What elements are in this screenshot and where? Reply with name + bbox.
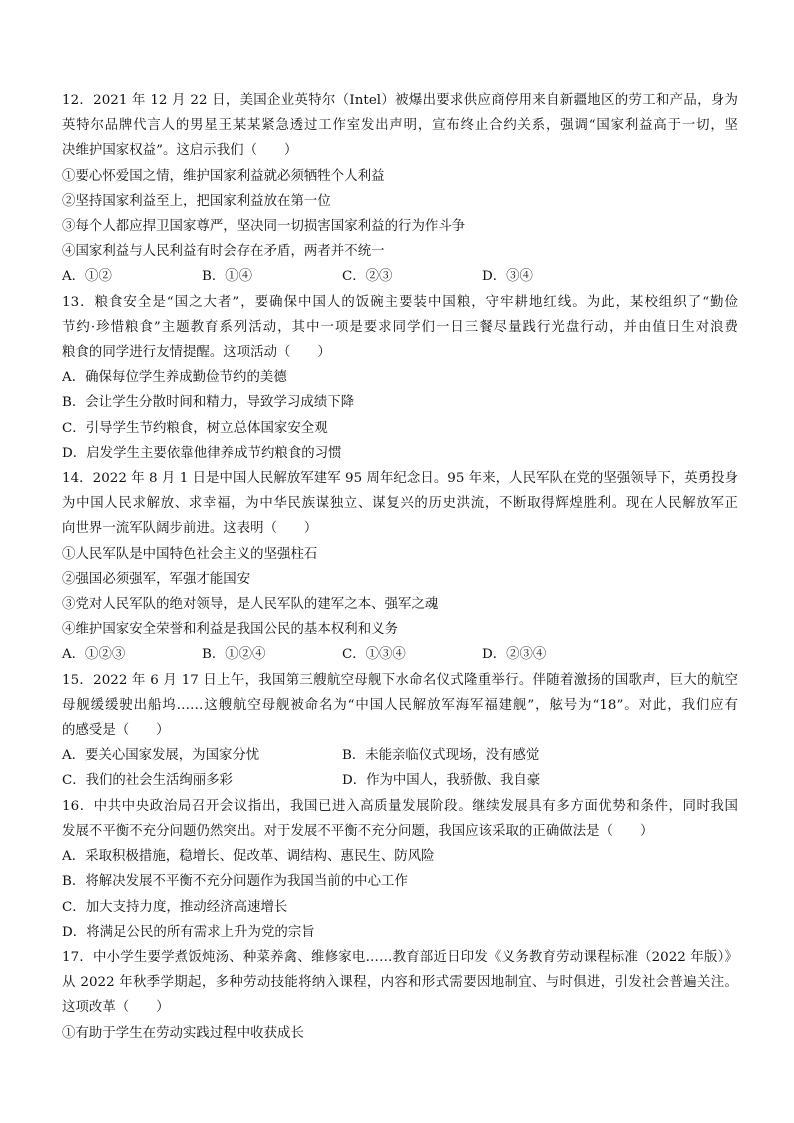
option-b[interactable]: B．将解决发展不平衡不充分问题作为我国当前的中心工作 [62, 874, 408, 890]
question-12 [62, 88, 738, 290]
exam-page [62, 88, 738, 1046]
question-stem-line: 英特尔品牌代言人的男星王某某紧急透过工作室发出声明，宣布终止合约关系，强调“国家利益高于一切，坚 [62, 118, 738, 134]
statement-item: ④国家利益与人民利益有时会存在矛盾，两者并不统一 [62, 244, 385, 260]
question-stem-line: 发展不平衡不充分问题仍然突出。对于发展不平衡不充分问题，我国应该采取的正确做法是（ ） [62, 823, 654, 839]
question-stem-line: 为中国人民求解放、求幸福，为中华民族谋独立、谋复兴的历史洪流，不断取得辉煌胜利。现在人民解放军正 [62, 496, 738, 512]
statement-item: ①有助于学生在劳动实践过程中收获成长 [62, 1025, 304, 1041]
question-stem-line: 17．中小学生要学煮饭炖汤、种菜养禽、维修家电……教育部近日印发《义务教育劳动课程标准（2022 年版）》 [62, 949, 738, 965]
option-a[interactable]: A．①②③ [62, 647, 126, 663]
question-stem-line: 决维护国家权益”。这启示我们（ ） [62, 143, 298, 159]
question-stem-line: 12．2021 年 12 月 22 日，美国企业英特尔（Intel）被爆出要求供应商停用来自新疆地区的劳工和产品，身为 [62, 93, 738, 108]
option-d[interactable]: D．②③④ [482, 647, 547, 663]
statement-item: ④维护国家安全荣誉和利益是我国公民的基本权利和义务 [62, 622, 399, 638]
option-b[interactable]: B．①②④ [202, 647, 266, 663]
option-b[interactable]: B．会让学生分散时间和精力，导致学习成绩下降 [62, 395, 355, 411]
option-d[interactable]: D．作为中国人，我骄傲、我自豪 [342, 773, 541, 789]
question-stem-line: 母舰缓缓驶出船坞……这艘航空母舰被命名为“中国人民解放军海军福建舰”，舷号为“18”。对此，我们应有 [62, 697, 738, 713]
option-b[interactable]: B．①④ [202, 269, 253, 285]
answer-options [62, 264, 738, 289]
question-stem-line: 向世界一流军队阔步前进。这表明（ ） [62, 521, 318, 537]
option-a[interactable]: A．确保每位学生养成勤俭节约的美德 [62, 370, 287, 386]
answer-options [62, 642, 738, 667]
option-c[interactable]: C．我们的社会生活绚丽多彩 [62, 773, 233, 789]
answer-options-row [62, 743, 738, 768]
answer-options-row [62, 768, 738, 793]
question-stem-line: 16．中共中央政治局召开会议指出，我国已进入高质量发展阶段。继续发展具有多方面优势和条件，同时我国 [62, 798, 738, 814]
statement-item: ①要心怀爱国之情，维护国家利益就必须牺牲个人利益 [62, 168, 385, 184]
question-stem-line: 的感受是（ ） [62, 723, 170, 739]
option-c[interactable]: C．加大支持力度，推动经济高速增长 [62, 899, 288, 915]
statement-item: ②强国必须强军，军强才能国安 [62, 571, 251, 587]
option-d[interactable]: D．将满足公民的所有需求上升为党的宗旨 [62, 924, 315, 940]
question-15 [62, 668, 738, 794]
option-a[interactable]: A．①② [62, 269, 112, 285]
question-16 [62, 794, 738, 945]
question-17 [62, 945, 738, 1046]
question-13 [62, 290, 738, 466]
question-stem-line: 从 2022 年秋季学期起，多种劳动技能将纳入课程，内容和形式需要因地制宜、与时俱进，引发社会普遍关注。 [62, 975, 738, 991]
question-stem-line: 14．2022 年 8 月 1 日是中国人民解放军建军 95 周年纪念日。95 年来，人民军队在党的坚强领导下，英勇投身 [62, 471, 738, 487]
question-stem-line: 节约·珍惜粮食”主题教育系列活动，其中一项是要求同学们一日三餐尽量践行光盘行动，并由值日生对浪费 [62, 319, 738, 335]
option-d[interactable]: D．启发学生主要依靠他律养成节约粮食的习惯 [62, 445, 342, 461]
statement-item: ③党对人民军队的绝对领导，是人民军队的建军之本、强军之魂 [62, 597, 439, 613]
statement-item: ①人民军队是中国特色社会主义的坚强柱石 [62, 546, 318, 562]
question-14 [62, 466, 738, 668]
option-a[interactable]: A．采取积极措施，稳增长、促改革、调结构、惠民生、防风险 [62, 849, 435, 865]
statement-item: ②坚持国家利益至上，把国家利益放在第一位 [62, 193, 331, 209]
option-a[interactable]: A．要关心国家发展，为国家分忧 [62, 748, 260, 764]
option-b[interactable]: B．未能亲临仪式现场，没有感觉 [342, 748, 540, 764]
option-d[interactable]: D．③④ [482, 269, 533, 285]
option-c[interactable]: C．②③ [342, 269, 393, 285]
question-stem-line: 这项改革（ ） [62, 1000, 170, 1016]
statement-item: ③每个人都应捍卫国家尊严，坚决同一切损害国家利益的行为作斗争 [62, 219, 466, 235]
question-stem-line: 15．2022 年 6 月 17 日上午，我国第三艘航空母舰下水命名仪式隆重举行。伴随着激扬的国歌声，巨大的航空 [62, 672, 738, 688]
question-stem-line: 13．粮食安全是“国之大者”，要确保中国人的饭碗主要装中国粮，守牢耕地红线。为此，某校组织了“勤俭 [62, 294, 738, 310]
question-stem-line: 粮食的同学进行友情提醒。这项活动（ ） [62, 345, 331, 361]
option-c[interactable]: C．①③④ [342, 647, 406, 663]
option-c[interactable]: C．引导学生节约粮食，树立总体国家安全观 [62, 420, 328, 436]
